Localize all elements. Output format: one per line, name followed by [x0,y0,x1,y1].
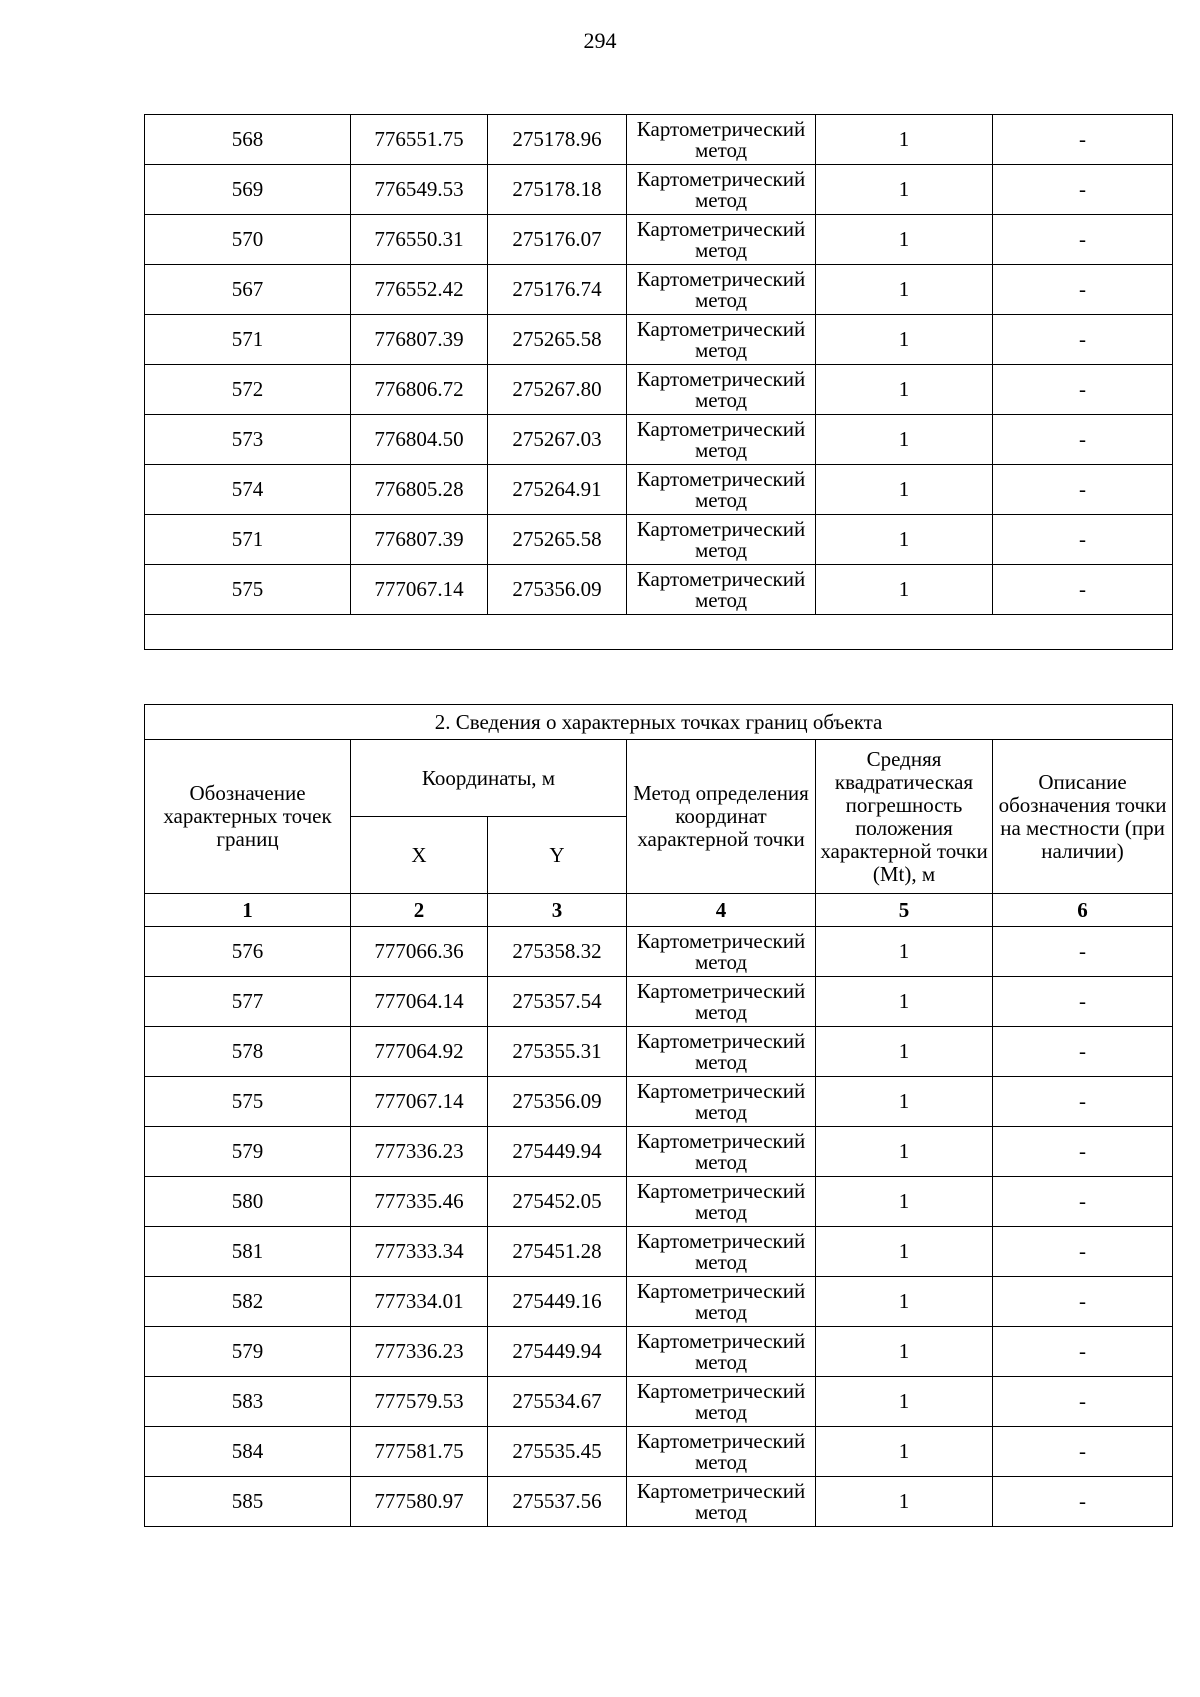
empty-cell [145,615,1173,650]
point-id-cell: 570 [145,215,351,265]
column-number: 5 [816,894,993,927]
description-cell: - [993,165,1173,215]
y-coordinate-cell: 275265.58 [488,315,627,365]
x-coordinate-cell: 777067.14 [351,1077,488,1127]
x-coordinate-cell: 776806.72 [351,365,488,415]
point-id-cell: 575 [145,1077,351,1127]
description-cell: - [993,1227,1173,1277]
description-cell: - [993,115,1173,165]
y-coordinate-cell: 275449.94 [488,1327,627,1377]
method-cell: Картометрический метод [627,115,816,165]
mean-error-cell: 1 [816,1477,993,1527]
description-cell: - [993,1027,1173,1077]
x-coordinate-cell: 777580.97 [351,1477,488,1527]
point-id-cell: 577 [145,977,351,1027]
table-row [145,515,1173,565]
table-row [145,1327,1173,1377]
y-coordinate-cell: 275264.91 [488,465,627,515]
mean-error-cell: 1 [816,1027,993,1077]
mean-error-cell: 1 [816,1127,993,1177]
mean-error-cell: 1 [816,265,993,315]
point-id-cell: 569 [145,165,351,215]
method-cell: Картометрический метод [627,1127,816,1177]
description-cell: - [993,215,1173,265]
method-cell: Картометрический метод [627,315,816,365]
y-coordinate-cell: 275267.80 [488,365,627,415]
x-coordinate-cell: 777067.14 [351,565,488,615]
point-id-cell: 571 [145,515,351,565]
y-coordinate-cell: 275535.45 [488,1427,627,1477]
mean-error-cell: 1 [816,1227,993,1277]
x-coordinate-cell: 777334.01 [351,1277,488,1327]
mean-error-cell: 1 [816,315,993,365]
header-method: Метод определения координат характерной точки [627,740,816,894]
column-number: 1 [145,894,351,927]
description-cell: - [993,1177,1173,1227]
mean-error-cell: 1 [816,515,993,565]
point-id-cell: 573 [145,415,351,465]
y-coordinate-cell: 275534.67 [488,1377,627,1427]
y-coordinate-cell: 275355.31 [488,1027,627,1077]
y-coordinate-cell: 275178.96 [488,115,627,165]
description-cell: - [993,365,1173,415]
mean-error-cell: 1 [816,927,993,977]
x-coordinate-cell: 777581.75 [351,1427,488,1477]
table-row [145,927,1173,977]
mean-error-cell: 1 [816,1077,993,1127]
empty-row [145,615,1173,650]
x-coordinate-cell: 777064.92 [351,1027,488,1077]
y-coordinate-cell: 275451.28 [488,1227,627,1277]
method-cell: Картометрический метод [627,165,816,215]
point-id-cell: 568 [145,115,351,165]
x-coordinate-cell: 777579.53 [351,1377,488,1427]
table-row [145,1477,1173,1527]
x-coordinate-cell: 777333.34 [351,1227,488,1277]
point-id-cell: 584 [145,1427,351,1477]
mean-error-cell: 1 [816,365,993,415]
point-id-cell: 581 [145,1227,351,1277]
description-cell: - [993,565,1173,615]
section-caption: 2. Сведения о характерных точках границ объекта [145,705,1173,740]
table-row [145,1177,1173,1227]
method-cell: Картометрический метод [627,1427,816,1477]
point-id-cell: 583 [145,1377,351,1427]
point-id-cell: 571 [145,315,351,365]
x-coordinate-cell: 776807.39 [351,515,488,565]
y-coordinate-cell: 275537.56 [488,1477,627,1527]
description-cell: - [993,315,1173,365]
description-cell: - [993,1427,1173,1477]
y-coordinate-cell: 275449.16 [488,1277,627,1327]
x-coordinate-cell: 776807.39 [351,315,488,365]
x-coordinate-cell: 777336.23 [351,1327,488,1377]
y-coordinate-cell: 275452.05 [488,1177,627,1227]
description-cell: - [993,1277,1173,1327]
point-id-cell: 576 [145,927,351,977]
description-cell: - [993,1127,1173,1177]
y-coordinate-cell: 275358.32 [488,927,627,977]
x-coordinate-cell: 777336.23 [351,1127,488,1177]
point-id-cell: 585 [145,1477,351,1527]
mean-error-cell: 1 [816,1177,993,1227]
header-y: Y [488,817,627,894]
point-id-cell: 575 [145,565,351,615]
table-row [145,465,1173,515]
description-cell: - [993,265,1173,315]
y-coordinate-cell: 275449.94 [488,1127,627,1177]
header-coordinates: Координаты, м [351,740,627,817]
y-coordinate-cell: 275357.54 [488,977,627,1027]
y-coordinate-cell: 275176.74 [488,265,627,315]
description-cell: - [993,927,1173,977]
table-row [145,315,1173,365]
description-cell: - [993,1377,1173,1427]
column-number: 2 [351,894,488,927]
description-cell: - [993,1327,1173,1377]
y-coordinate-cell: 275267.03 [488,415,627,465]
point-id-cell: 572 [145,365,351,415]
method-cell: Картометрический метод [627,977,816,1027]
description-cell: - [993,415,1173,465]
x-coordinate-cell: 776551.75 [351,115,488,165]
description-cell: - [993,1077,1173,1127]
point-id-cell: 567 [145,265,351,315]
mean-error-cell: 1 [816,465,993,515]
method-cell: Картометрический метод [627,215,816,265]
y-coordinate-cell: 275178.18 [488,165,627,215]
x-coordinate-cell: 777335.46 [351,1177,488,1227]
method-cell: Картометрический метод [627,1177,816,1227]
table-row [145,1127,1173,1177]
mean-error-cell: 1 [816,215,993,265]
method-cell: Картометрический метод [627,515,816,565]
table-row [145,215,1173,265]
mean-error-cell: 1 [816,977,993,1027]
header-point-designation: Обозначение характерных точек границ [145,740,351,894]
table-row [145,1227,1173,1277]
method-cell: Картометрический метод [627,415,816,465]
header-x: X [351,817,488,894]
table-row [145,415,1173,465]
method-cell: Картометрический метод [627,1477,816,1527]
point-id-cell: 579 [145,1127,351,1177]
description-cell: - [993,465,1173,515]
column-number: 4 [627,894,816,927]
x-coordinate-cell: 777066.36 [351,927,488,977]
y-coordinate-cell: 275176.07 [488,215,627,265]
point-id-cell: 580 [145,1177,351,1227]
method-cell: Картометрический метод [627,565,816,615]
x-coordinate-cell: 776550.31 [351,215,488,265]
mean-error-cell: 1 [816,415,993,465]
method-cell: Картометрический метод [627,1327,816,1377]
method-cell: Картометрический метод [627,1227,816,1277]
column-number: 3 [488,894,627,927]
mean-error-cell: 1 [816,165,993,215]
mean-error-cell: 1 [816,565,993,615]
table-row [145,365,1173,415]
method-cell: Картометрический метод [627,1077,816,1127]
page-number: 294 [583,28,617,53]
method-cell: Картометрический метод [627,365,816,415]
table-row [145,1027,1173,1077]
method-cell: Картометрический метод [627,465,816,515]
method-cell: Картометрический метод [627,1277,816,1327]
y-coordinate-cell: 275356.09 [488,565,627,615]
x-coordinate-cell: 776804.50 [351,415,488,465]
mean-error-cell: 1 [816,1327,993,1377]
table-row [145,1377,1173,1427]
table-row [145,1427,1173,1477]
x-coordinate-cell: 777064.14 [351,977,488,1027]
method-cell: Картометрический метод [627,927,816,977]
description-cell: - [993,977,1173,1027]
coordinates-table-continued [144,114,1173,650]
table-row [145,1077,1173,1127]
y-coordinate-cell: 275356.09 [488,1077,627,1127]
table-row [145,115,1173,165]
mean-error-cell: 1 [816,1377,993,1427]
table-row [145,1277,1173,1327]
point-id-cell: 574 [145,465,351,515]
point-id-cell: 578 [145,1027,351,1077]
table-row [145,165,1173,215]
x-coordinate-cell: 776552.42 [351,265,488,315]
description-cell: - [993,515,1173,565]
boundary-points-table [144,704,1173,1527]
description-cell: - [993,1477,1173,1527]
mean-error-cell: 1 [816,115,993,165]
x-coordinate-cell: 776805.28 [351,465,488,515]
method-cell: Картометрический метод [627,265,816,315]
point-id-cell: 579 [145,1327,351,1377]
x-coordinate-cell: 776549.53 [351,165,488,215]
table-row [145,977,1173,1027]
table-row [145,265,1173,315]
header-mean-error: Средняя квадратическая погрешность положения характерной точки (Mt), м [816,740,993,894]
point-id-cell: 582 [145,1277,351,1327]
method-cell: Картометрический метод [627,1377,816,1427]
header-description: Описание обозначения точки на местности (при наличии) [993,740,1173,894]
column-number: 6 [993,894,1173,927]
mean-error-cell: 1 [816,1277,993,1327]
table-row [145,565,1173,615]
y-coordinate-cell: 275265.58 [488,515,627,565]
method-cell: Картометрический метод [627,1027,816,1077]
mean-error-cell: 1 [816,1427,993,1477]
